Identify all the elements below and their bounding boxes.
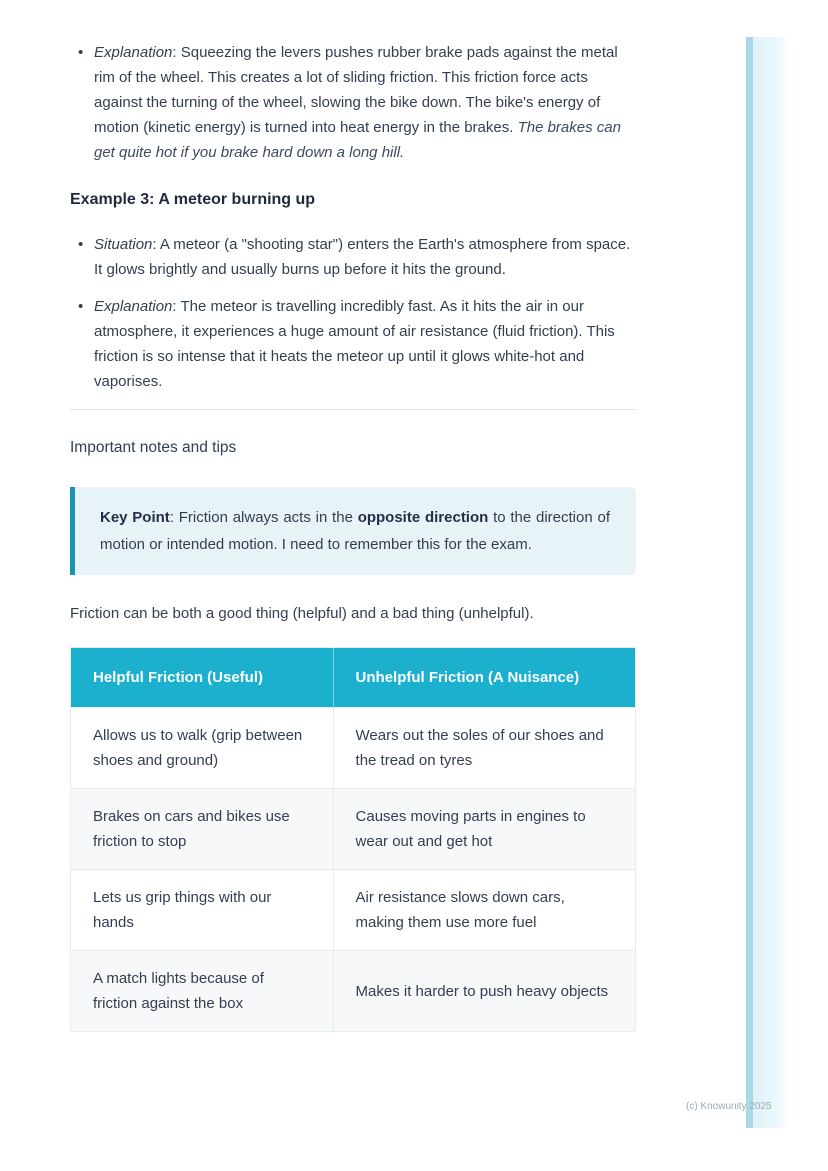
key-point-text-2: to the direction of motion or intended motion. I need to remember this for the exam.	[100, 509, 610, 553]
table-cell-unhelpful-1: Wears out the soles of our shoes and the tread on tyres	[333, 708, 635, 789]
meteor-bullet-list	[70, 232, 636, 394]
bullet-marker: •	[78, 44, 84, 61]
bullet-body-text: : The meteor is travelling incredibly fast. As it hits the air in our atmosphere, it experiences a huge amount of air resistance (fluid friction). This friction is so intense that it heats the meteor up until it glows white-hot and vaporises.	[94, 298, 615, 390]
table-cell-unhelpful-2: Causes moving parts in engines to wear out and get hot	[333, 789, 635, 870]
brakes-bullet-list	[70, 40, 636, 165]
key-point-bold-phrase: opposite direction	[357, 509, 489, 526]
bullet-marker: •	[78, 236, 84, 253]
key-point-text-1: : Friction always acts in the	[169, 509, 358, 526]
table-cell-unhelpful-4: Makes it harder to push heavy objects	[333, 951, 635, 1032]
bullet-item-meteor-explanation	[70, 294, 636, 394]
bullet-body-text: : Squeezing the levers pushes rubber brake pads against the metal rim of the wheel. This creates a lot of sliding friction. This friction force acts against the turning of the wheel, slowing the bike down. The bike's energy of motion (kinetic energy) is turned into heat energy in the brakes.	[94, 44, 618, 136]
table-cell-helpful-1: Allows us to walk (grip between shoes and ground)	[71, 708, 334, 789]
bullet-lead-label: Situation	[94, 236, 153, 253]
table-row	[71, 951, 636, 1032]
table-cell-helpful-4: A match lights because of friction against the box	[71, 951, 334, 1032]
table-row	[71, 708, 636, 789]
table-header-unhelpful: Unhelpful Friction (A Nuisance)	[333, 648, 635, 708]
copyright-watermark: (c) Knowunity 2025	[686, 1101, 772, 1112]
friction-summary-text: Friction can be both a good thing (helpful) and a bad thing (unhelpful).	[70, 605, 534, 622]
bullet-marker: •	[78, 298, 84, 315]
key-point-label: Key Point	[100, 509, 170, 526]
table-header-row	[71, 648, 636, 708]
table-header-helpful: Helpful Friction (Useful)	[71, 648, 334, 708]
table-cell-unhelpful-3: Air resistance slows down cars, making them use more fuel	[333, 870, 635, 951]
section-divider	[70, 409, 636, 410]
friction-comparison-table	[70, 647, 636, 1032]
bullet-italic-note: The brakes can get quite hot if you brake hard down a long hill.	[94, 119, 621, 161]
table-cell-helpful-2: Brakes on cars and bikes use friction to stop	[71, 789, 334, 870]
page-edge-highlight-band	[746, 37, 790, 1128]
notes-heading: Important notes and tips	[70, 439, 237, 456]
bullet-lead-label: Explanation	[94, 44, 173, 61]
table-cell-helpful-3: Lets us grip things with our hands	[71, 870, 334, 951]
bullet-item-brakes-explanation	[70, 40, 636, 165]
bullet-body-text: : A meteor (a "shooting star") enters the Earth's atmosphere from space. It glows brightly and usually burns up before it hits the ground.	[94, 236, 631, 278]
key-point-callout	[70, 487, 636, 575]
table-row	[71, 789, 636, 870]
example-3-heading: Example 3: A meteor burning up	[70, 191, 316, 208]
table-row	[71, 870, 636, 951]
bullet-lead-label: Explanation	[94, 298, 173, 315]
bullet-item-meteor-situation	[70, 232, 636, 282]
document-content	[70, 0, 636, 1032]
